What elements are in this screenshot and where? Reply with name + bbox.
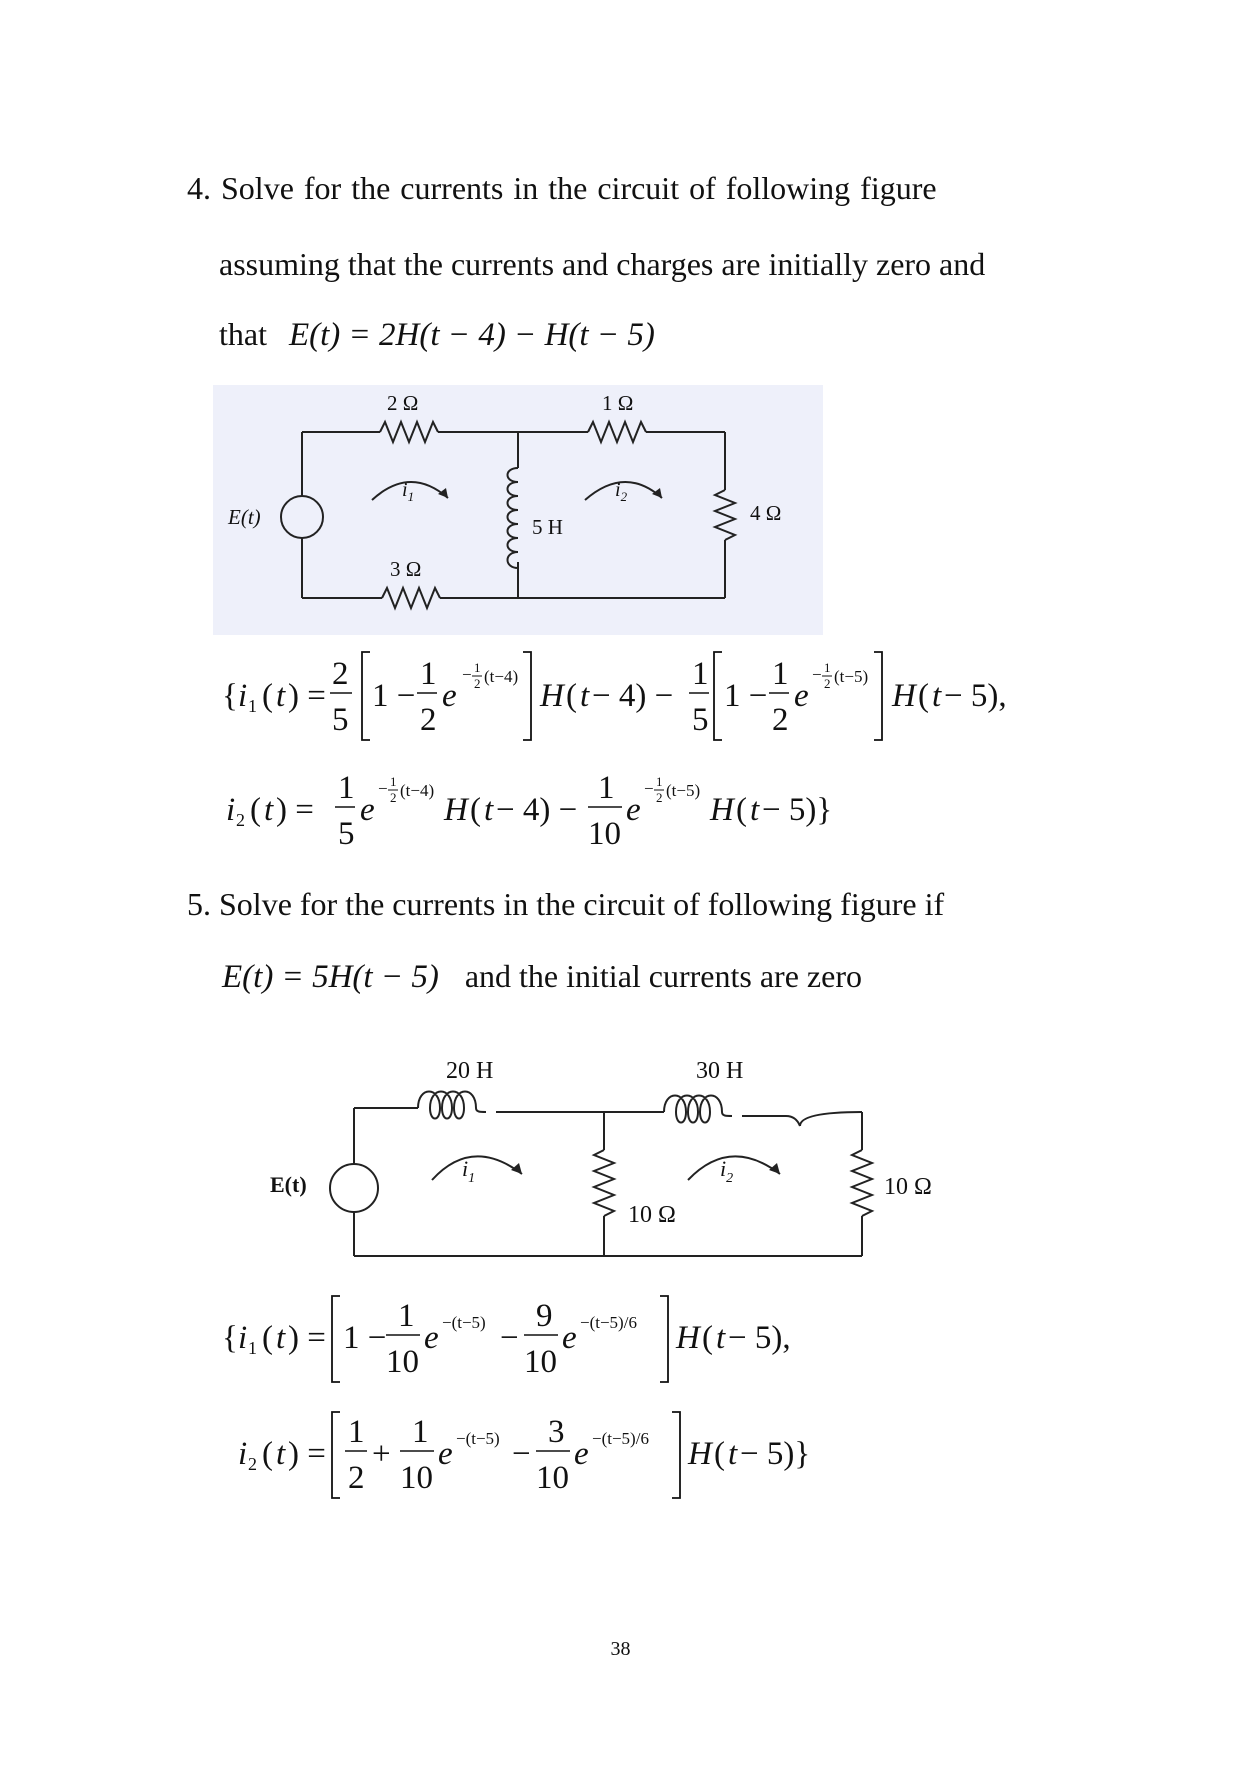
svg-text:10: 10 [400, 1460, 433, 1496]
svg-text:i: i [238, 678, 248, 714]
svg-text:e: e [574, 1436, 589, 1472]
svg-text:(t−4): (t−4) [400, 781, 435, 800]
svg-text:1: 1 [248, 696, 257, 716]
svg-text:e: e [794, 678, 809, 714]
svg-text:t: t [716, 1320, 726, 1356]
svg-text:1: 1 [772, 656, 789, 692]
circuit1-r-bottom-label: 3 Ω [390, 557, 422, 581]
svg-text:t: t [276, 1320, 286, 1356]
svg-text:(: ( [262, 1320, 273, 1356]
svg-text:(: ( [736, 792, 747, 828]
svg-text:1: 1 [412, 1414, 429, 1450]
circuit1-r-top-right-label: 1 Ω [602, 391, 634, 415]
svg-text:1: 1 [824, 660, 831, 675]
svg-text:10: 10 [536, 1460, 569, 1496]
svg-text:2: 2 [332, 656, 349, 692]
svg-text:H: H [710, 792, 734, 828]
svg-text:) =: ) = [288, 1436, 326, 1472]
svg-text:(: ( [714, 1436, 725, 1472]
problem5-line1: 5. Solve for the currents in the circuit of following figure if [187, 886, 945, 922]
svg-text:t: t [932, 678, 942, 714]
svg-text:1: 1 [420, 656, 437, 692]
svg-text:e: e [562, 1320, 577, 1356]
svg-text:i: i [238, 1436, 248, 1472]
svg-text:2: 2 [772, 702, 789, 738]
svg-text:1: 1 [248, 1338, 257, 1358]
svg-text:2: 2 [824, 676, 831, 691]
svg-text:e: e [442, 678, 457, 714]
svg-text:H: H [444, 792, 468, 828]
circuit1-inductor-label: 5 H [532, 515, 563, 539]
circuit1-loop1-label: $i_1$ [402, 479, 415, 504]
svg-text:H: H [892, 678, 916, 714]
problem5-line2-suffix: and the initial currents are zero [464, 958, 862, 994]
svg-text:t: t [276, 1436, 286, 1472]
svg-text:− 5)}: − 5)} [762, 792, 833, 828]
svg-text:3: 3 [548, 1414, 565, 1450]
circuit2-loop1-label: $i_1$ [462, 1156, 476, 1186]
svg-text:−: − [500, 1320, 519, 1356]
svg-text:10: 10 [386, 1344, 419, 1380]
svg-text:1: 1 [692, 656, 709, 692]
svg-text:− 5)}: − 5)} [740, 1436, 811, 1472]
svg-text:2: 2 [236, 810, 245, 830]
svg-text:e: e [438, 1436, 453, 1472]
svg-text:(t−4): (t−4) [484, 667, 519, 686]
svg-text:−: − [644, 779, 654, 798]
svg-text:H: H [688, 1436, 712, 1472]
svg-text:1: 1 [598, 770, 615, 806]
svg-text:1 −: 1 − [343, 1320, 387, 1356]
circuit2-r-right-label: 10 Ω [884, 1174, 932, 1200]
svg-text:t: t [750, 792, 760, 828]
svg-text:2: 2 [656, 790, 663, 805]
svg-text:− 5),: − 5), [944, 678, 1007, 714]
circuit2-l-left-label: 20 H [446, 1058, 494, 1084]
svg-text:) =: ) = [288, 1320, 326, 1356]
svg-text:− 5),: − 5), [728, 1320, 791, 1356]
svg-text:1: 1 [338, 770, 355, 806]
svg-text:2: 2 [248, 1454, 257, 1474]
svg-text:(: ( [918, 678, 929, 714]
svg-text:) =: ) = [276, 792, 314, 828]
svg-text:2: 2 [390, 790, 397, 805]
problem4-line3-prefix: that [219, 316, 267, 352]
svg-text:(t−5): (t−5) [834, 667, 869, 686]
svg-text:e: e [626, 792, 641, 828]
svg-text:2: 2 [420, 702, 437, 738]
svg-text:i: i [238, 1320, 248, 1356]
svg-text:− 4) −: − 4) − [496, 792, 578, 828]
svg-text:10: 10 [524, 1344, 557, 1380]
svg-text:e: e [360, 792, 375, 828]
svg-text:− 4) −: − 4) − [592, 678, 674, 714]
svg-text:(: ( [250, 792, 261, 828]
svg-text:1 −: 1 − [724, 678, 768, 714]
problem4-e-def: E(t) = 2H(t − 4) − H(t − 5) [288, 317, 655, 353]
svg-text:t: t [728, 1436, 738, 1472]
svg-text:−: − [512, 1436, 531, 1472]
circuit1-r-top-left-label: 2 Ω [387, 391, 419, 415]
svg-text:1 −: 1 − [372, 678, 416, 714]
svg-text:e: e [424, 1320, 439, 1356]
svg-text:H: H [540, 678, 564, 714]
svg-text:t: t [484, 792, 494, 828]
svg-text:−: − [812, 665, 822, 684]
circuit1-loop2-label: $i_2$ [615, 479, 628, 504]
svg-text:+: + [372, 1436, 391, 1472]
circuit1-source-label: E(t) [228, 505, 261, 529]
svg-text:{: { [222, 1320, 238, 1356]
svg-text:−(t−5): −(t−5) [456, 1429, 500, 1448]
svg-text:−: − [462, 665, 472, 684]
svg-text:) =: ) = [288, 678, 326, 714]
svg-text:t: t [276, 678, 286, 714]
svg-text:{: { [222, 678, 238, 714]
svg-text:(: ( [702, 1320, 713, 1356]
svg-text:5: 5 [338, 816, 355, 852]
svg-text:(: ( [262, 1436, 273, 1472]
problem4-line1: 4. Solve for the currents in the circuit of following figure [187, 170, 937, 206]
svg-text:1: 1 [390, 774, 397, 789]
svg-text:(: ( [566, 678, 577, 714]
svg-text:2: 2 [348, 1460, 365, 1496]
svg-text:H: H [676, 1320, 700, 1356]
page-number: 38 [610, 1638, 631, 1660]
svg-text:−: − [378, 779, 388, 798]
svg-text:10: 10 [588, 816, 621, 852]
svg-text:1: 1 [348, 1414, 365, 1450]
svg-text:i: i [226, 792, 236, 828]
svg-text:1: 1 [398, 1298, 415, 1334]
svg-text:−(t−5)/6: −(t−5)/6 [580, 1313, 637, 1332]
circuit2-l-right-label: 30 H [696, 1058, 744, 1084]
problem5-e-def: E(t) = 5H(t − 5) [222, 959, 439, 995]
svg-text:2: 2 [474, 676, 481, 691]
svg-text:(: ( [262, 678, 273, 714]
problem4-line2: assuming that the currents and charges are initially zero and [219, 246, 986, 282]
svg-text:5: 5 [692, 702, 709, 738]
circuit2-r-middle-label: 10 Ω [628, 1202, 676, 1228]
circuit2-loop2-label: $i_2$ [720, 1156, 734, 1186]
svg-text:1: 1 [474, 660, 481, 675]
svg-text:(t−5): (t−5) [666, 781, 701, 800]
svg-text:−(t−5)/6: −(t−5)/6 [592, 1429, 649, 1448]
circuit2-source-label: E(t) [270, 1172, 307, 1197]
svg-text:9: 9 [536, 1298, 553, 1334]
svg-text:1: 1 [656, 774, 663, 789]
svg-text:t: t [264, 792, 274, 828]
circuit1-r-right-label: 4 Ω [750, 501, 782, 525]
svg-text:t: t [580, 678, 590, 714]
svg-text:(: ( [470, 792, 481, 828]
svg-text:−(t−5): −(t−5) [442, 1313, 486, 1332]
svg-text:5: 5 [332, 702, 349, 738]
